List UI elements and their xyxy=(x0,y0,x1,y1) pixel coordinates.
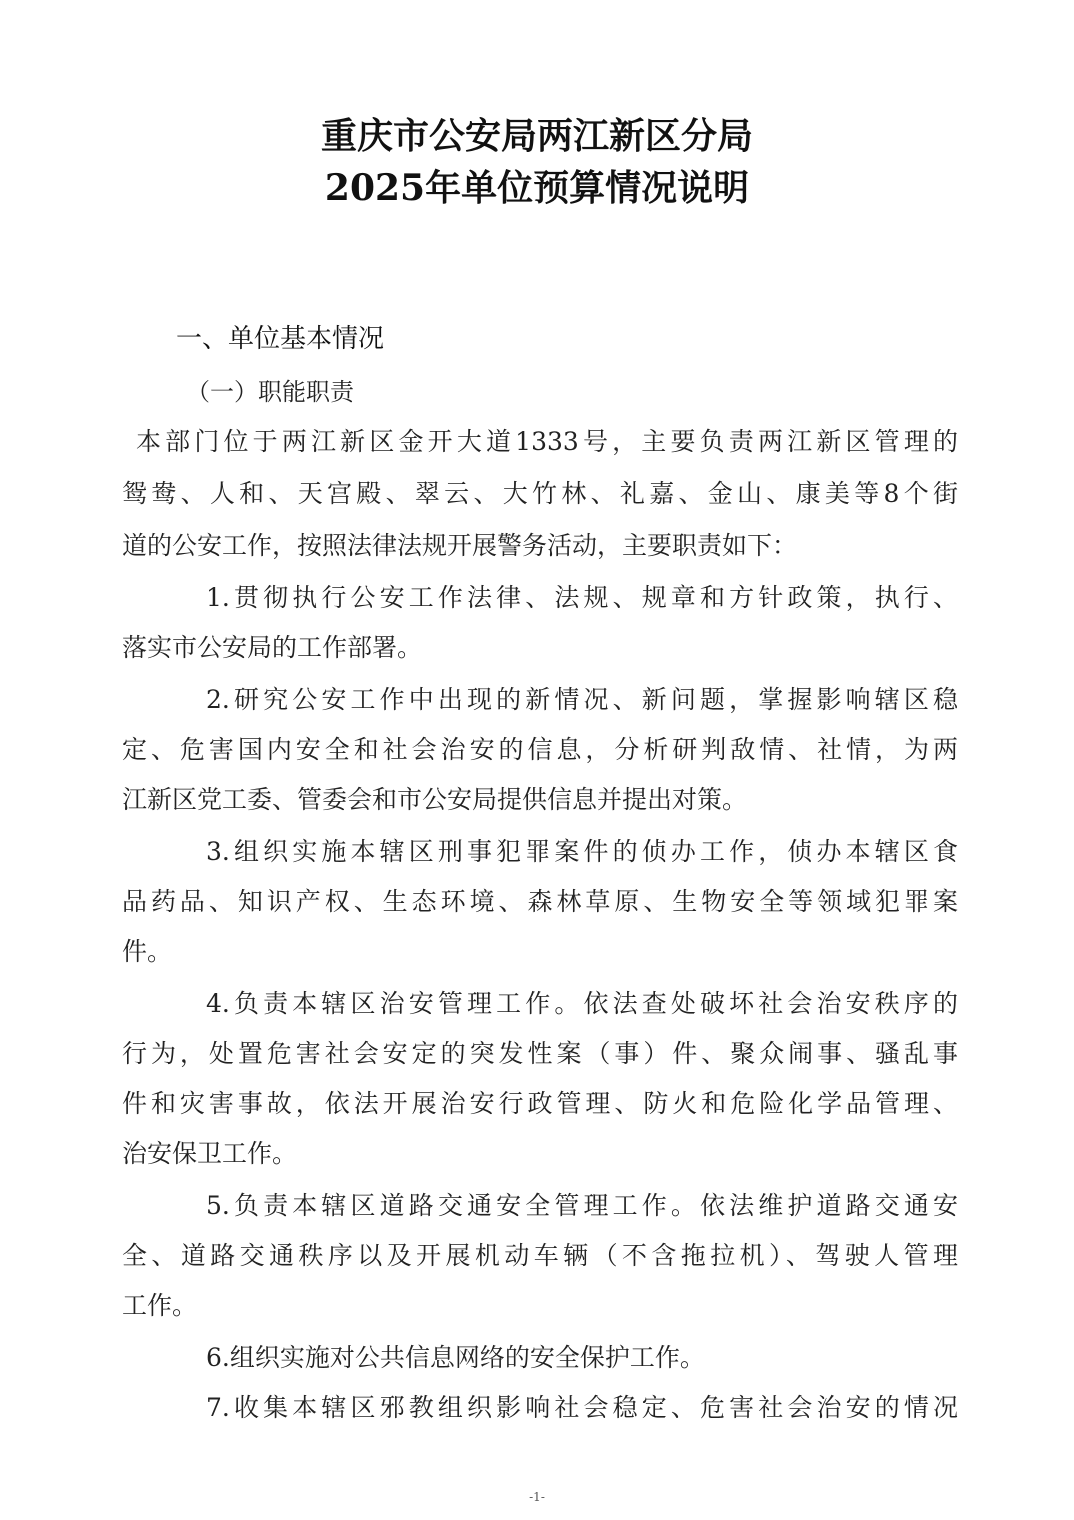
body-line: 道的公安工作，按照法律法规开展警务活动，主要职责如下： xyxy=(122,531,798,560)
body-line: 6.组织实施对公共信息网络的安全保护工作。 xyxy=(206,1343,705,1372)
body-line: 治安保卫工作。 xyxy=(122,1139,298,1168)
body-line: 件。 xyxy=(122,937,173,966)
subsection-heading: （一）职能职责 xyxy=(186,378,354,406)
page-number: -1- xyxy=(529,1490,545,1504)
body-line: 行为，处置危害社会安定的突发性案（事）件、聚众闹事、骚乱事 xyxy=(122,1039,958,1068)
body-line: 品药品、知识产权、生态环境、森林草原、生物安全等领域犯罪案 xyxy=(122,887,958,916)
body-line: 工作。 xyxy=(122,1291,198,1320)
body-line: 落实市公安局的工作部署。 xyxy=(122,633,423,662)
body-line: 全、道路交通秩序以及开展机动车辆（不含拖拉机）、驾驶人管理 xyxy=(122,1241,958,1270)
document-title-line-2: 2025年单位预算情况说明 xyxy=(324,167,750,209)
body-line: 定、危害国内安全和社会治安的信息，分析研判敌情、社情，为两 xyxy=(122,735,958,764)
body-line: 件和灾害事故，依法开展治安行政管理、防火和危险化学品管理、 xyxy=(122,1089,958,1118)
body-line: 鸳鸯、人和、天宫殿、翠云、大竹林、礼嘉、金山、康美等8个街 xyxy=(122,479,958,508)
body-line: 3.组织实施本辖区刑事犯罪案件的侦办工作，侦办本辖区食 xyxy=(206,837,958,866)
body-line: 7.收集本辖区邪教组织影响社会稳定、危害社会治安的情况 xyxy=(206,1393,958,1422)
section-heading: 一、单位基本情况 xyxy=(176,324,385,354)
body-line: 2.研究公安工作中出现的新情况、新问题，掌握影响辖区稳 xyxy=(206,685,958,714)
body-line: 1.贯彻执行公安工作法律、法规、规章和方针政策，执行、 xyxy=(206,583,958,612)
body-line: 4.负责本辖区治安管理工作。依法查处破坏社会治安秩序的 xyxy=(206,989,958,1018)
body-line: 江新区党工委、管委会和市公安局提供信息并提出对策。 xyxy=(122,785,748,814)
body-line: 本部门位于两江新区金开大道1333号，主要负责两江新区管理的 xyxy=(136,427,958,456)
body-line: 5.负责本辖区道路交通安全管理工作。依法维护道路交通安 xyxy=(206,1191,958,1220)
document-title-line-1: 重庆市公安局两江新区分局 xyxy=(320,115,753,157)
